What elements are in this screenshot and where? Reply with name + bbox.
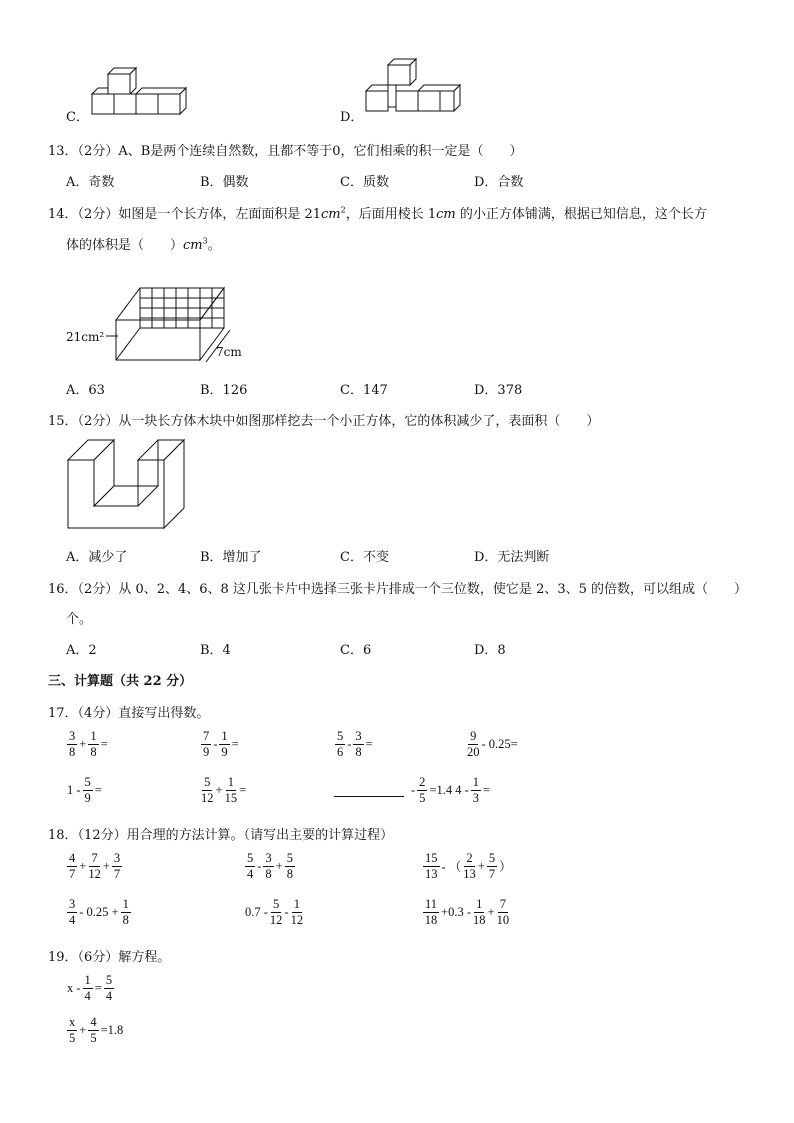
q18-expr-1: $\frac{4}{7}$ + $\frac{7}{12}$ + $\frac{3}{7}$ [69, 851, 121, 881]
q14-option-a[interactable]: A．63 [66, 383, 105, 398]
figure-area-label: 21cm² [66, 330, 105, 344]
q16-option-b[interactable]: B．4 [200, 643, 231, 658]
q14-option-b[interactable]: B．126 [200, 383, 248, 398]
q16-option-a[interactable]: A．2 [66, 643, 97, 658]
q14-option-d[interactable]: D．378 [474, 383, 523, 398]
q13-option-d[interactable]: D．合数 [474, 175, 524, 190]
q15-option-c[interactable]: C．不变 [340, 550, 389, 565]
q17-expr-1: $\frac{3}{8}$ + $\frac{1}{8}$ = [69, 729, 108, 759]
question-17-stem: 17．（4分）直接写出得数。 [48, 706, 210, 721]
q15-option-b[interactable]: B．增加了 [200, 550, 262, 565]
question-13-stem: 13．（2分）A、B是两个连续自然数，且都不等于0，它们相乘的积一定是（ ） [48, 144, 523, 159]
q16-option-d[interactable]: D．8 [474, 643, 506, 658]
hollowed-block-figure [66, 436, 206, 536]
q17-expr-2: $\frac{7}{9}$ - $\frac{1}{9}$ = [203, 729, 239, 759]
q17-expr-5: 1 - $\frac{5}{9}$ = [67, 775, 102, 805]
q19-equation-1: x - $\frac{1}{4}$ = $\frac{5}{4}$ [67, 973, 113, 1003]
q18-expr-5: 0.7 - $\frac{5}{12}$ - $\frac{1}{12}$ [245, 897, 304, 927]
cube-figure-d [360, 55, 470, 115]
question-14-stem-line2: 体的体积是（ ）$cm^3$。 [66, 236, 221, 253]
q16-option-c[interactable]: C．6 [340, 643, 372, 658]
q18-expr-3: $\frac{15}{13}$ - （ $\frac{2}{13}$ + $\frac{5}{7}$ ） [425, 851, 512, 881]
cube-figure-c [86, 60, 196, 120]
q17-expr-3: $\frac{5}{6}$ - $\frac{3}{8}$ = [337, 729, 373, 759]
section-heading: 三、计算题（共 22 分） [48, 674, 193, 689]
question-18-stem: 18．（12分）用合理的方法计算。（请写出主要的计算过程） [48, 828, 394, 843]
q17-expr-6: $\frac{5}{12}$ + $\frac{1}{15}$ = [201, 775, 247, 805]
q15-option-d[interactable]: D．无法判断 [474, 550, 550, 565]
option-d-label: D． [340, 110, 364, 125]
q19-equation-2: $\frac{x}{5}$ + $\frac{4}{5}$ =1.8 [69, 1015, 124, 1045]
q17-expr-7: - $\frac{2}{5}$ =1.4 4 - $\frac{1}{3}$ = [334, 776, 491, 804]
question-16-stem-line2: 个。 [66, 612, 93, 627]
q17-expr-4: $\frac{9}{20}$ - 0.25= [467, 729, 518, 759]
question-14-stem-line1: 14．（2分）如图是一个长方体，左面面积是 $21cm^2$，后面用棱长 1cm 的小正方体铺满，根据已知信息，这个长方 [48, 205, 707, 222]
q13-option-b[interactable]: B．偶数 [200, 175, 249, 190]
q18-expr-4: $\frac{3}{4}$ - 0.25 + $\frac{1}{8}$ [69, 897, 129, 927]
question-15-stem: 15．（2分）从一块长方体木块中如图那样挖去一个小正方体，它的体积减少了，表面积（ ） [48, 414, 600, 429]
question-19-stem: 19．（6分）解方程。 [48, 950, 171, 965]
q18-expr-6: $\frac{11}{18}$ +0.3 - $\frac{1}{18}$ + $\frac{7}{10}$ [424, 897, 510, 927]
figure-length-label: 7cm [216, 345, 242, 359]
q15-option-a[interactable]: A．减少了 [66, 550, 128, 565]
option-c-label: C． [66, 110, 89, 125]
q18-expr-2: $\frac{5}{4}$ - $\frac{3}{8}$ + $\frac{5}{8}$ [247, 851, 293, 881]
q13-option-a[interactable]: A．奇数 [66, 175, 115, 190]
question-16-stem-line1: 16．（2分）从 0、2、4、6、8 这几张卡片中选择三张卡片排成一个三位数，使它是 2、3、5 的倍数，可以组成（ ） [48, 582, 748, 597]
q13-option-c[interactable]: C．质数 [340, 175, 389, 190]
q14-option-c[interactable]: C．147 [340, 383, 388, 398]
answer-blank[interactable] [334, 784, 404, 797]
